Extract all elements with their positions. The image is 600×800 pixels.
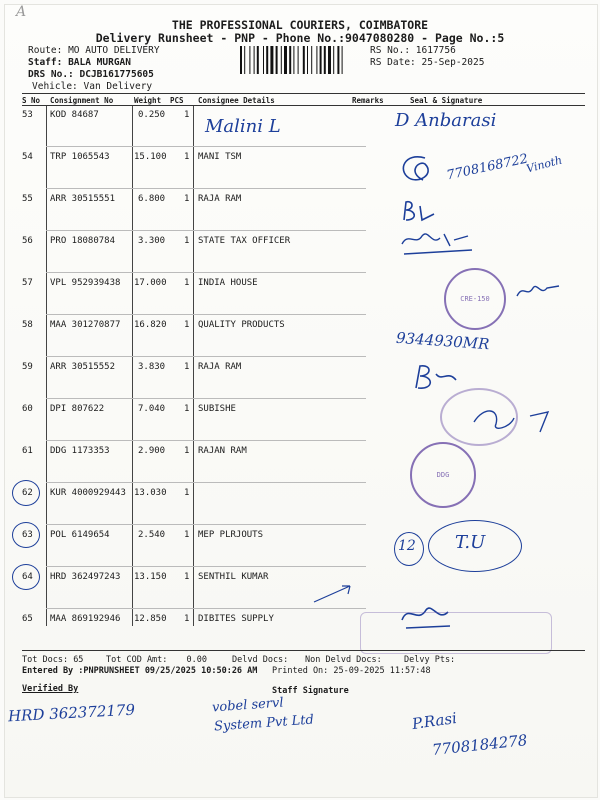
- handwritten-signature-53: D Anbarasi: [395, 110, 497, 131]
- drs-value: DCJB161775605: [79, 69, 154, 80]
- document-subtitle: Delivery Runsheet - PNP - Phone No.:9047080280 - Page No.:5: [95, 31, 505, 45]
- delvd-group: [232, 655, 288, 665]
- circled-row-63: [12, 522, 40, 548]
- handwritten-name-54: Vinoth: [524, 153, 564, 176]
- table-row: [22, 488, 592, 502]
- stamp-text-61: DDG: [436, 471, 450, 479]
- table-row: [22, 110, 592, 124]
- row-weight: 16.820: [134, 320, 167, 330]
- row-consignment: KOD 84687: [50, 110, 99, 120]
- company-stamp-61: [410, 442, 476, 508]
- company-stamp-57: [444, 268, 506, 330]
- row-pcs: 1: [184, 194, 190, 204]
- row-consignment: DPI 807622: [50, 404, 105, 414]
- rs-date-value: 25-Sep-2025: [421, 57, 485, 68]
- row-consignee: MANI TSM: [198, 152, 242, 162]
- row-separator: [46, 398, 366, 399]
- row-separator: [46, 440, 366, 441]
- row-consignment: TRP 1065543: [50, 152, 110, 162]
- barcode-bar: [311, 46, 312, 74]
- barcode-bar: [270, 46, 273, 74]
- staff-value: BALA MURGAN: [68, 57, 131, 68]
- row-sno: 64: [22, 572, 33, 582]
- drs-line: [28, 69, 154, 80]
- corner-mark: A: [16, 4, 27, 20]
- non-delvd-label: Non Delvd Docs:: [305, 655, 382, 665]
- col-weight: Weight: [134, 96, 162, 105]
- col-consignee: Consignee Details: [198, 96, 275, 105]
- signature-scribble-59: [412, 362, 460, 394]
- barcode-bar: [337, 46, 339, 74]
- row-sno: 53: [22, 110, 33, 120]
- faint-stamp-65: [360, 612, 552, 654]
- row-separator: [46, 356, 366, 357]
- barcode-bar: [240, 46, 242, 74]
- verified-by-label: Verified By: [22, 684, 79, 694]
- row-sno: 60: [22, 404, 33, 414]
- handwritten-number-63: 12: [398, 538, 416, 554]
- row-sno: 57: [22, 278, 33, 288]
- row-pcs: 1: [184, 404, 190, 414]
- row-consignee: STATE TAX OFFICER: [198, 236, 291, 246]
- row-separator: [46, 482, 366, 483]
- row-pcs: 1: [184, 572, 190, 582]
- barcode-bar: [266, 46, 268, 74]
- circled-number-63: [394, 532, 424, 566]
- tot-cod-label: Tot COD Amt:: [106, 655, 168, 665]
- document-title: THE PROFESSIONAL COURIERS, COIMBATORE: [171, 18, 429, 32]
- col-sno: S No: [22, 96, 41, 105]
- rs-no-label: RS No.:: [370, 45, 411, 56]
- row-pcs: 1: [184, 446, 190, 456]
- route-value: MO AUTO DELIVERY: [68, 45, 160, 56]
- row-weight: 17.000: [134, 278, 167, 288]
- row-sno: 54: [22, 152, 33, 162]
- row-weight: 3.300: [138, 236, 166, 246]
- handwritten-staff-phone: 7708184278: [431, 731, 529, 759]
- row-consignment: ARR 30515551: [50, 194, 116, 204]
- row-separator: [46, 608, 366, 609]
- signature-scribble-54: [395, 150, 445, 190]
- row-consignment: POL 6149654: [50, 530, 110, 540]
- handwritten-verified: HRD 362372179: [7, 700, 136, 726]
- table-row: [22, 362, 592, 376]
- row-consignment: HRD 362497243: [50, 572, 121, 582]
- staff-label: Staff:: [28, 57, 63, 68]
- barcode-bar: [276, 46, 278, 74]
- rs-no-line: [370, 45, 456, 56]
- handwritten-phone-58: 9344930MR: [395, 328, 490, 354]
- tot-docs-value: 65: [73, 655, 84, 665]
- route-label: Route:: [28, 45, 63, 56]
- barcode-bar: [333, 46, 334, 74]
- row-separator: [46, 272, 366, 273]
- table-row: [22, 446, 592, 460]
- table-row: [22, 572, 592, 586]
- barcode-bar: [293, 46, 294, 74]
- table-row: [22, 278, 592, 292]
- footer-top-rule: [22, 650, 585, 651]
- row-consignment: DDG 1173353: [50, 446, 110, 456]
- barcode-bar: [254, 46, 255, 74]
- barcode-bar: [289, 46, 291, 74]
- row-consignment: MAA 301270877: [50, 320, 121, 330]
- col-consignment: Consignment No: [50, 96, 114, 105]
- col-pcs: PCS: [170, 96, 184, 105]
- vehicle-line: [32, 81, 152, 92]
- row-consignee: RAJA RAM: [198, 362, 242, 372]
- barcode-bar: [324, 46, 326, 74]
- row-sno: 62: [22, 488, 33, 498]
- handwritten-phone-54: 7708168722: [445, 151, 530, 184]
- row-weight: 13.030: [134, 488, 167, 498]
- row-sno: 61: [22, 446, 33, 456]
- drs-label: DRS No.:: [28, 69, 74, 80]
- staff-signature-label: Staff Signature: [272, 686, 349, 696]
- totals-line: [22, 655, 83, 665]
- delvy-pts-label: Delvy Pts:: [404, 655, 456, 665]
- barcode-bar: [320, 46, 322, 74]
- row-weight: 0.250: [138, 110, 166, 120]
- row-consignee: DIBITES SUPPLY: [198, 614, 274, 624]
- rs-date-line: [370, 57, 484, 68]
- barcode-bar: [244, 46, 245, 74]
- entered-by: Entered By :PNPRUNSHEET 09/25/2025 10:50:26 AM: [22, 666, 258, 676]
- row-weight: 2.540: [138, 530, 166, 540]
- row-sno: 55: [22, 194, 33, 204]
- row-consignment: PRO 18080784: [50, 236, 116, 246]
- row-consignee: RAJA RAM: [198, 194, 242, 204]
- row-pcs: 1: [184, 110, 190, 120]
- handwritten-recipient-53: Malini L: [205, 116, 281, 137]
- barcode-bar: [307, 46, 308, 74]
- stamp-text-57: CRE-150: [460, 295, 490, 303]
- row-pcs: 1: [184, 488, 190, 498]
- row-separator: [46, 230, 366, 231]
- row-consignment: VPL 952939438: [50, 278, 121, 288]
- signature-scribble-57: [515, 280, 563, 300]
- row-pcs: 1: [184, 278, 190, 288]
- row-consignee: INDIA HOUSE: [198, 278, 258, 288]
- row-weight: 6.800: [138, 194, 166, 204]
- row-pcs: 1: [184, 236, 190, 246]
- table-row: [22, 236, 592, 250]
- row-consignee: QUALITY PRODUCTS: [198, 320, 285, 330]
- row-pcs: 1: [184, 320, 190, 330]
- row-consignment: KUR 4000929443: [50, 488, 126, 498]
- row-consignee: MEP PLRJOUTS: [198, 530, 264, 540]
- row-weight: 12.850: [134, 614, 167, 624]
- row-consignee: RAJAN RAM: [198, 446, 247, 456]
- row-sno: 56: [22, 236, 33, 246]
- row-separator: [46, 188, 366, 189]
- signature-scribble-60: [470, 402, 560, 436]
- staff-line: [28, 57, 131, 68]
- vehicle-value: Van Delivery: [83, 81, 153, 92]
- row-pcs: 1: [184, 530, 190, 540]
- barcode-bar: [316, 46, 317, 74]
- barcode-bar: [263, 46, 264, 74]
- row-weight: 7.040: [138, 404, 166, 414]
- non-delvd-group: [305, 655, 382, 665]
- barcode-bar: [342, 46, 343, 74]
- row-consignment: MAA 869192946: [50, 614, 121, 624]
- barcode-bar: [257, 46, 259, 74]
- barcode-bar: [281, 46, 282, 74]
- rs-no-value: 1617756: [415, 45, 456, 56]
- row-consignment: ARR 30515552: [50, 362, 116, 372]
- row-pcs: 1: [184, 614, 190, 624]
- table-row: [22, 320, 592, 334]
- row-consignee: SENTHIL KUMAR: [198, 572, 269, 582]
- barcode-bar: [298, 46, 299, 74]
- col-seal: Seal & Signature: [410, 96, 483, 105]
- row-pcs: 1: [184, 362, 190, 372]
- rs-date-label: RS Date:: [370, 57, 416, 68]
- handwritten-staff-signature: P.Rasi: [410, 708, 458, 734]
- table-row: [22, 194, 592, 208]
- row-weight: 3.830: [138, 362, 166, 372]
- handwritten-company-line2: System Pvt Ltd: [213, 712, 315, 735]
- circled-row-64: [12, 564, 40, 590]
- header-bottom-rule: [22, 105, 585, 106]
- barcode-bar: [284, 46, 287, 74]
- barcode: [240, 46, 365, 74]
- tot-docs-label: Tot Docs:: [22, 655, 69, 665]
- printed-on: Printed On: 25-09-2025 11:57:48: [272, 666, 431, 676]
- barcode-bar: [303, 46, 305, 74]
- row-separator: [46, 566, 366, 567]
- row-weight: 15.100: [134, 152, 167, 162]
- row-sno: 59: [22, 362, 33, 372]
- row-weight: 13.150: [134, 572, 167, 582]
- signature-scribble-56: [398, 224, 478, 260]
- handwritten-signature-63: T.U: [455, 532, 486, 553]
- route-line: [28, 45, 160, 56]
- row-weight: 2.900: [138, 446, 166, 456]
- row-sno: 65: [22, 614, 33, 624]
- handwritten-company-line1: vobel servl: [211, 695, 284, 716]
- vehicle-label: Vehicle:: [32, 81, 78, 92]
- row-separator: [46, 146, 366, 147]
- tot-cod-value: 0.00: [186, 655, 208, 665]
- row-sno: 63: [22, 530, 33, 540]
- row-separator: [46, 524, 366, 525]
- header-top-rule: [22, 93, 585, 94]
- arrow-mark-64: [310, 578, 380, 608]
- row-sno: 58: [22, 320, 33, 330]
- barcode-bar: [328, 46, 331, 74]
- delvy-pts-group: [404, 655, 455, 665]
- row-separator: [46, 314, 366, 315]
- row-consignee: SUBISHE: [198, 404, 236, 414]
- tot-cod-group: [106, 655, 207, 665]
- col-remarks: Remarks: [352, 96, 384, 105]
- delvd-label: Delvd Docs:: [232, 655, 289, 665]
- row-pcs: 1: [184, 152, 190, 162]
- barcode-bar: [249, 46, 250, 74]
- circled-row-62: [12, 480, 40, 506]
